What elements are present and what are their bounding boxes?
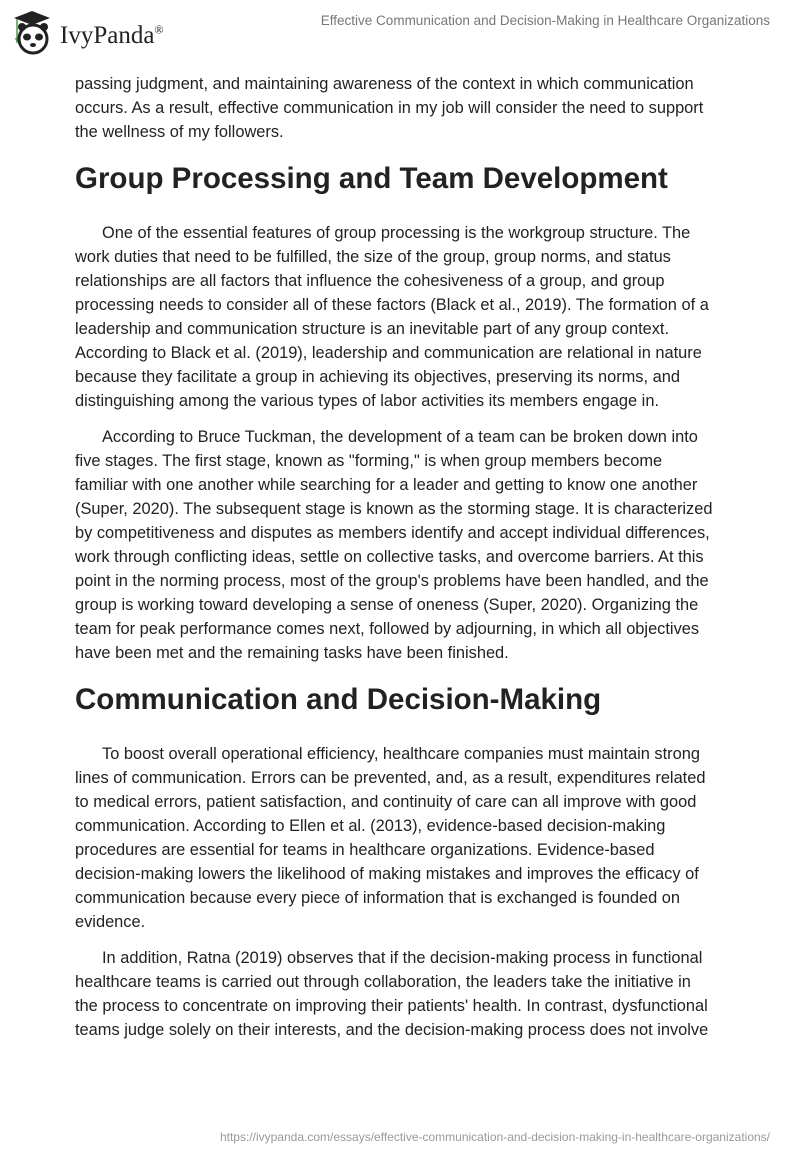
registered-mark: ® <box>154 22 164 37</box>
paragraph <box>75 221 735 413</box>
paragraph <box>75 742 735 934</box>
paragraph-line: because they facilitate a group in achieving its objectives, preserving its norms, and <box>75 368 680 386</box>
paragraph-line: the process to concentrate on improving their patients' health. In contrast, dysfunctional <box>75 997 708 1015</box>
essay-body <box>75 72 735 1054</box>
paragraph-line: teams judge solely on their interests, and the decision-making process does not involve <box>75 1021 709 1039</box>
document-title: Effective Communication and Decision-Making in Healthcare Organizations <box>320 13 770 28</box>
paragraph-line: In addition, Ratna (2019) observes that if the decision-making process in functional <box>102 949 703 967</box>
logo-wordmark: IvyPanda <box>60 22 155 49</box>
paragraph-line: work through conflicting ideas, settle on collective tasks, and overcome barriers. At this <box>75 548 704 566</box>
paragraph-line: group is working toward developing a sense of oneness (Super, 2020). Organizing the <box>75 596 699 614</box>
paragraph-line: relationships are all factors that influence the cohesiveness of a group, and group <box>75 272 665 290</box>
paragraph-line: procedures are essential for teams in healthcare organizations. Evidence-based <box>75 841 655 859</box>
paragraph-line: healthcare teams is carried out through collaboration, the leaders take the initiative in <box>75 973 691 991</box>
panda-graduate-icon <box>12 8 52 56</box>
paragraph <box>75 946 735 1042</box>
paragraph-line: by competitiveness and disputes as members identify and accept individual differences, <box>75 524 710 542</box>
paragraph-line: point in the norming process, most of the group's problems have been handled, and the <box>75 572 709 590</box>
paragraph-line: (Super, 2020). The subsequent stage is known as the storming stage. It is characterized <box>75 500 713 518</box>
paragraph-line: processing needs to consider all of these factors (Black et al., 2019). The formation of a <box>75 296 709 314</box>
section-heading: Communication and Decision-Making <box>75 683 602 716</box>
paragraph-line: team for peak performance comes next, followed by adjourning, in which all objectives <box>75 620 700 638</box>
paragraph-line: occurs. As a result, effective communication in my job will consider the need to support <box>75 99 704 117</box>
paragraph-line: evidence. <box>75 913 146 931</box>
logo-text <box>60 22 164 50</box>
ivypanda-logo[interactable] <box>12 8 192 56</box>
paragraph-line: communication because every piece of information that is exchanged is founded on <box>75 889 680 907</box>
paragraph-line: have been met and the remaining tasks have been finished. <box>75 644 509 662</box>
paragraph-line: lines of communication. Errors can be prevented, and, as a result, expenditures related <box>75 769 706 787</box>
paragraph-line: distinguishing among the various types of labor activities its members engage in. <box>75 392 659 410</box>
paragraph-line: to medical errors, patient satisfaction, and continuity of care can all improve with good <box>75 793 697 811</box>
paragraph-line: decision-making lowers the likelihood of making mistakes and improves the efficacy of <box>75 865 699 883</box>
page-header <box>0 0 800 60</box>
paragraph <box>75 425 735 665</box>
paragraph-line: To boost overall operational efficiency, healthcare companies must maintain strong <box>102 745 700 763</box>
paragraph-line: familiar with one another while searching for a leader and getting to know one another <box>75 476 698 494</box>
paragraph-line: One of the essential features of group processing is the workgroup structure. The <box>102 224 691 242</box>
paragraph-line: communication. According to Ellen et al. (2013), evidence-based decision-making <box>75 817 666 835</box>
section-heading: Group Processing and Team Development <box>75 162 668 195</box>
source-url-link[interactable]: https://ivypanda.com/essays/effective-communication-and-decision-making-in-healthcare-organizations/ <box>219 1130 770 1144</box>
paragraph-line: the wellness of my followers. <box>75 123 284 141</box>
paragraph <box>75 72 735 144</box>
paragraph-line: According to Black et al. (2019), leadership and communication are relational in nature <box>75 344 702 362</box>
paragraph-line: five stages. The first stage, known as "forming," is when group members become <box>75 452 663 470</box>
paragraph-line: work duties that need to be fulfilled, the size of the group, group norms, and status <box>75 248 671 266</box>
paragraph-line: leadership and communication structure is an inevitable part of any group context. <box>75 320 670 338</box>
paragraph-line: passing judgment, and maintaining awareness of the context in which communication <box>75 75 694 93</box>
paragraph-line: According to Bruce Tuckman, the development of a team can be broken down into <box>102 428 698 446</box>
